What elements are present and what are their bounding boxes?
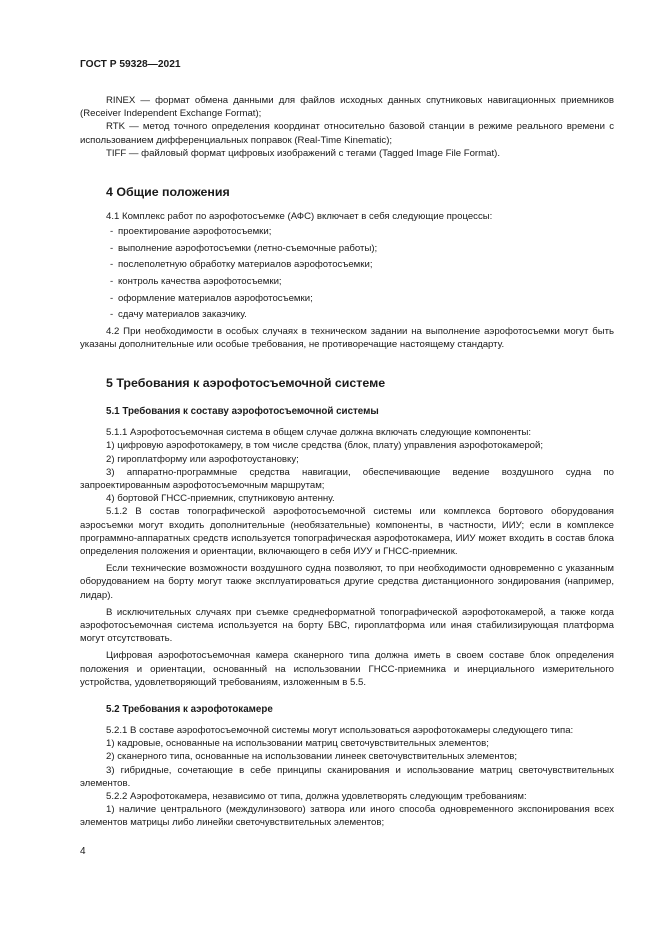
paragraph: 5.1.2 В состав топографической аэрофотосъемочной системы или комплекса бортового оборудования аэросъемки могут входить дополнительные (необязательные) компоненты, в частности, ИИУ; если в комплексе программно-аппаратных средств используется топографическая аэрофотокамера, ИИУ может входить в состав блока определения положения и ориентации, включающего в себя ИУУ и ГНСС-приемник. <box>80 506 614 558</box>
paragraph: 2) сканерного типа, основанные на использовании линеек светочувствительных элементов; <box>106 751 518 763</box>
paragraph: 2) гироплатформу или аэрофотоустановку; <box>106 453 299 465</box>
page-number: 4 <box>80 846 86 857</box>
list-item: - оформление материалов аэрофотосъемки; <box>80 292 614 305</box>
section-5-title: 5 Требования к аэрофотосъемочной системе <box>106 376 386 391</box>
paragraph: 1) наличие центрального (междулинзового) затвора или иного способа одновременного экспонирования всех элементов матрицы либо линейки светочувствительных элементов; <box>80 804 614 829</box>
paragraph: 4) бортовой ГНСС-приемник, спутниковую антенну. <box>106 493 335 505</box>
list-item: - сдачу материалов заказчику. <box>80 308 614 321</box>
paragraph: 5.1.1 Аэрофотосъемочная система в общем случае должна включать следующие компоненты: <box>106 427 532 439</box>
paragraph: 3) гибридные, сочетающие в себе принципы сканирования и использование матриц светочувствительных элементов. <box>80 764 614 789</box>
subsection-5-1-title: 5.1 Требования к составу аэрофотосъемочной системы <box>106 406 379 418</box>
section-4-title: 4 Общие положения <box>106 185 230 200</box>
paragraph: Цифровая аэрофотосъемочная камера сканерного типа должна иметь в своем составе блок определения положения и ориентации, основанный на использовании ГНСС-приемника и инерциального измерительного устройства, удовлетворяющий требованиям, изложенным в 5.5. <box>80 650 614 688</box>
abbreviation-rtk: RTK — метод точного определения координат относительно базовой станции в режиме реального времени с использованием дифференциальных поправок (Real-Time Kinematic); <box>80 121 614 146</box>
list-item: - выполнение аэрофотосъемки (летно-съемочные работы); <box>80 242 614 255</box>
paragraph: 1) цифровую аэрофотокамеру, в том числе средства (блок, плату) управления аэрофотокамерой; <box>106 440 544 452</box>
list-item: - послеполетную обработку материалов аэрофотосъемки; <box>80 258 614 271</box>
paragraph: 3) аппаратно-программные средства навигации, обеспечивающие ведение воздушного судна по запроектированным аэрофотосъемочным маршрутам; <box>80 466 614 491</box>
paragraph-4-1: 4.1 Комплекс работ по аэрофотосъемке (АФС) включает в себя следующие процессы: <box>106 211 493 223</box>
process-list <box>80 225 614 321</box>
abbreviation-rinex: RINEX — формат обмена данными для файлов исходных данных спутниковых навигационных приемников (Receiver Independent Exchange Format); <box>80 95 614 120</box>
paragraph: 5.2.2 Аэрофотокамера, независимо от типа, должна удовлетворять следующим требованиям: <box>106 791 527 803</box>
list-item: - контроль качества аэрофотосъемки; <box>80 275 614 288</box>
paragraph: Если технические возможности воздушного судна позволяют, то при необходимости одновременно с указанным оборудованием на борту могут также эксплуатироваться другие средства дистанционного зондирования (например, лидар). <box>80 563 614 601</box>
abbreviation-tiff: TIFF — файловый формат цифровых изображений с тегами (Tagged Image File Format). <box>106 147 500 159</box>
document-header: ГОСТ Р 59328—2021 <box>80 59 181 70</box>
paragraph: 1) кадровые, основанные на использовании матриц светочувствительных элементов; <box>106 738 489 750</box>
paragraph: В исключительных случаях при съемке среднеформатной топографической аэрофотокамерой, а также когда аэрофотосъемочная система используется на борту БВС, гироплатформа или иная стабилизирующая платформа могут отсутствовать. <box>80 606 614 645</box>
subsection-5-2-title: 5.2 Требования к аэрофотокамере <box>106 704 273 716</box>
paragraph: 5.2.1 В составе аэрофотосъемочной системы могут использоваться аэрофотокамеры следующего типа: <box>106 725 574 737</box>
paragraph-4-2: 4.2 При необходимости в особых случаях в техническом задании на выполнение аэрофотосъемки могут быть указаны дополнительные или особые требования, не противоречащие настоящему стандарту. <box>80 325 614 350</box>
document-page <box>80 58 614 830</box>
list-item: - проектирование аэрофотосъемки; <box>80 225 614 238</box>
